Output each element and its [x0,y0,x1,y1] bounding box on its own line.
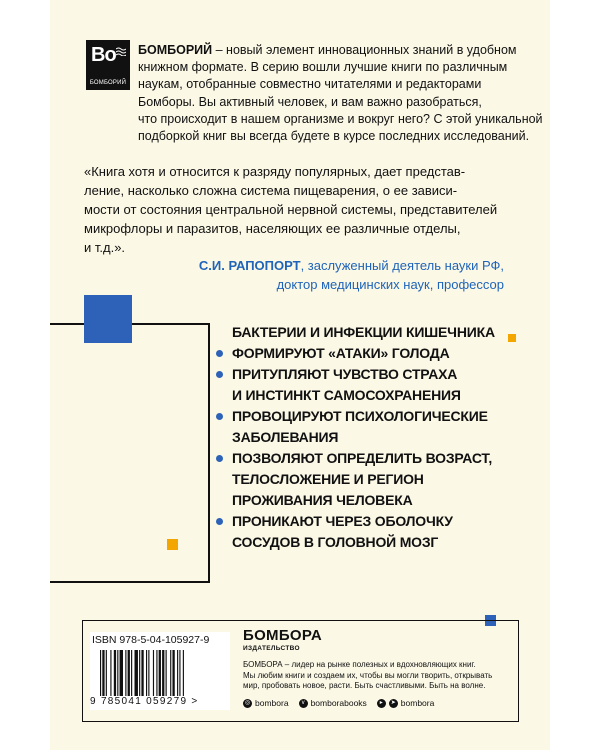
intro-line: что происходит в нашем организме и вокруг него? С этой уникальной [138,111,543,126]
decor-frame-side [208,323,210,583]
series-intro [138,42,543,145]
feature-heading: БАКТЕРИИ И ИНФЕКЦИИ КИШЕЧНИКА [232,324,495,340]
decor-orange-square [508,334,516,342]
barcode-stripe [183,650,184,696]
intro-lead: БОМБОРИЙ [138,43,213,57]
bullet-icon [216,518,223,525]
logo-mark: Bo [91,44,116,66]
barcode-stripe [170,650,171,696]
author-name: С.И. РАПОПОРТ [198,258,301,273]
barcode-stripe [128,650,130,696]
telegram-icon: ➤ [390,699,396,706]
bullet-icon [216,350,223,357]
feature-item-cont: ЗАБОЛЕВАНИЯ [232,429,339,445]
barcode-bars [100,650,222,696]
intro-line: подборкой книг вы всегда будете в курсе последних исследований. [138,129,530,144]
barcode-stripe [153,650,154,696]
isbn-number: ISBN 978-5-04-105927-9 [92,634,210,646]
feature-item-cont: И ИНСТИНКТ САМОСОХРАНЕНИЯ [232,387,461,403]
quote-attribution [199,256,504,294]
barcode-stripe [148,650,149,696]
quote-line: ление, насколько сложна система пищеварения, о ее зависи- [84,183,458,198]
feature-item-cont: ТЕЛОСЛОЖЕНИЕ И РЕГИОН [232,471,424,487]
barcode-stripe [166,650,167,696]
barcode-stripe [139,650,140,696]
decor-frame-bottom [50,581,210,583]
feature-list [218,322,508,553]
barcode-stripe [159,650,161,696]
decor-blue-square [84,295,132,343]
barcode-stripe [102,650,104,696]
barcode-stripe [125,650,126,696]
attribution-line-1: С.И. РАПОПОРТ, заслуженный деятель науки РФ, [198,258,504,273]
barcode-stripe [179,650,180,696]
social-telegram-youtube[interactable] [377,698,435,708]
vk-icon: v [299,699,308,708]
social-instagram[interactable] [243,698,289,708]
barcode-stripe [117,650,118,696]
feature-item: ФОРМИРУЮТ «АТАКИ» ГОЛОДА [232,345,450,361]
barcode-stripe [131,650,132,696]
bullet-icon [216,371,223,378]
feature-item: ПРОВОЦИРУЮТ ПСИХОЛОГИЧЕСКИЕ [232,408,488,424]
bomboriy-logo [86,40,130,90]
publisher-description-line: Мы любим книги и создаем их, чтобы вы могли творить, открывать [243,670,493,680]
publisher-description [243,660,513,692]
barcode-stripe [100,650,101,696]
feature-item: ПОЗВОЛЯЮТ ОПРЕДЕЛИТЬ ВОЗРАСТ, [232,450,493,466]
decor-orange-square [167,539,178,550]
bullet-icon [216,455,223,462]
feature-item: ПРОНИКАЮТ ЧЕРЕЗ ОБОЛОЧКУ [232,513,453,529]
barcode-stripe [172,650,174,696]
barcode-number: 9 785041 059279 > [90,696,199,707]
intro-line: БОМБОРИЙ – новый элемент инновационных знаний в удобном [138,43,517,57]
attribution-line-2: доктор медицинских наук, профессор [276,277,504,292]
intro-line: наукам, отобранные совместно читателями и редакторами [138,77,482,92]
publisher-description-line: мир, пробовать новое, расти. Быть счастливыми. Быть на волне. [243,681,486,690]
review-quote [84,162,514,257]
barcode-stripe [106,650,107,696]
quote-line: и т.д.». [84,240,126,255]
youtube-icon: ▸ [377,699,386,708]
social-handle: bomborabooks [310,698,367,708]
publisher-name: БОМБОРА [243,627,323,644]
barcode-stripe [156,650,157,696]
social-links [243,698,434,708]
barcode [90,632,230,710]
bullet-icon [216,413,223,420]
social-vk[interactable] [299,698,367,708]
intro-line: Бомборы. Вы активный человек, и вам важно разобраться, [138,94,482,109]
logo-subtitle: БОМБОРИЙ [89,80,127,86]
instagram-icon: ◎ [244,699,251,706]
barcode-stripe [141,650,143,696]
barcode-stripe [114,650,116,696]
social-handle: bombora [255,698,289,708]
barcode-stripe [120,650,123,696]
social-handle: bombora [400,698,435,708]
barcode-stripe [110,650,111,696]
intro-line: книжном формате. В серию вошли лучшие книги по различным [138,60,508,75]
quote-line: мости от состояния центральной нервной системы, представителей [84,202,498,217]
feature-item-cont: ПРОЖИВАНИЯ ЧЕЛОВЕКА [232,492,413,508]
quote-line: микрофлоры и паразитов, населяющих ее различные отделы, [84,221,461,236]
barcode-stripe [135,650,138,696]
feature-item-cont: СОСУДОВ В ГОЛОВНОЙ МОЗГ [232,534,439,550]
publisher-description-line: БОМБОРА – лидер на рынке полезных и вдохновляющих книг. [243,660,476,669]
waves-icon [116,47,126,56]
publisher-subtitle: ИЗДАТЕЛЬСТВО [243,645,300,652]
barcode-stripe [162,650,164,696]
barcode-stripe [146,650,147,696]
feature-item: ПРИТУПЛЯЮТ ЧУВСТВО СТРАХА [232,366,458,382]
barcode-stripe [177,650,178,696]
quote-line: «Книга хотя и относится к разряду популярных, дает представ- [84,164,466,179]
